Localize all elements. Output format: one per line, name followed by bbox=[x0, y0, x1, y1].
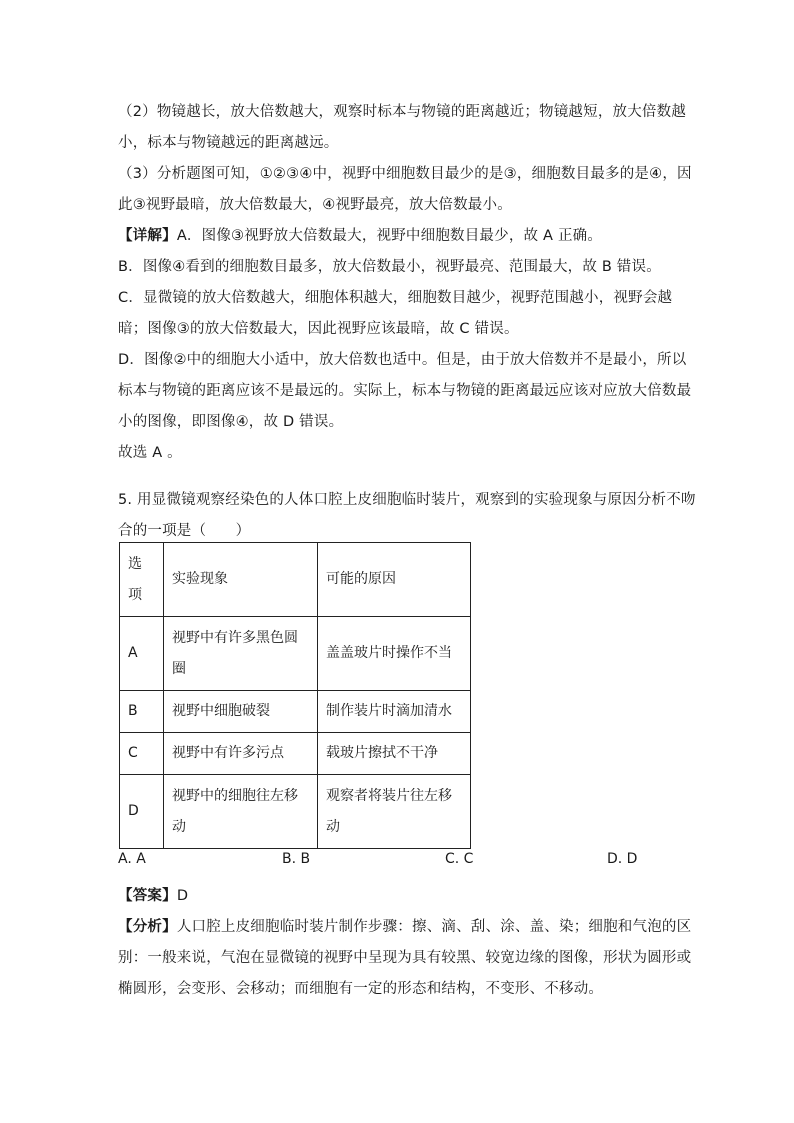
table-row bbox=[120, 775, 471, 849]
row-option: D bbox=[120, 775, 164, 849]
answer-value: D bbox=[176, 888, 189, 904]
row-cause: 盖盖玻片时操作不当 bbox=[318, 617, 471, 691]
detail-section bbox=[118, 221, 692, 469]
row-phenomenon: 视野中有许多黑色圆 圈 bbox=[164, 617, 318, 691]
text-line: （3）分析题图可知，①②③④中，视野中细胞数目最少的是③，细胞数目最多的是④，因 bbox=[118, 166, 692, 182]
detail-option-d-line-2: 标本与物镜的距离应该不是最远的。实际上，标本与物镜的距离最远应该对应放大倍数最 bbox=[118, 383, 692, 399]
choice-b: B. B bbox=[282, 851, 311, 867]
row-phenomenon: 视野中有许多污点 bbox=[164, 733, 318, 775]
detail-option-d-line-3: 小的图像，即图像④，故 D 错误。 bbox=[118, 414, 344, 430]
analysis-section bbox=[118, 912, 692, 1005]
row-phenomenon: 视野中细胞破裂 bbox=[164, 691, 318, 733]
question-stem-line: 合的一项是（ ） bbox=[118, 523, 251, 539]
row-option: C bbox=[120, 733, 164, 775]
table-header-row bbox=[120, 543, 471, 617]
header-phenomenon: 实验现象 bbox=[164, 543, 318, 617]
choice-d: D. D bbox=[607, 851, 638, 867]
analysis-line: 【分析】人口腔上皮细胞临时装片制作步骤：擦、滴、刮、涂、盖、染；细胞和气泡的区 bbox=[118, 919, 692, 935]
answer-choices bbox=[118, 851, 678, 877]
text-line: （2）物镜越长，放大倍数越大，观察时标本与物镜的距离越近；物镜越短，放大倍数越 bbox=[118, 104, 687, 120]
question-stem-line: 5. 用显微镜观察经染色的人体口腔上皮细胞临时装片，观察到的实验现象与原因分析不吻 bbox=[118, 492, 696, 508]
row-phenomenon: 视野中的细胞往左移 动 bbox=[164, 775, 318, 849]
text-line: 小，标本与物镜越远的距离越远。 bbox=[118, 135, 339, 151]
explanation-part-3 bbox=[118, 159, 692, 221]
question-5-stem bbox=[118, 485, 696, 547]
row-cause: 制作装片时滴加清水 bbox=[318, 691, 471, 733]
analysis-label: 【分析】 bbox=[118, 919, 177, 935]
header-cause: 可能的原因 bbox=[318, 543, 471, 617]
row-cause: 观察者将装片往左移 动 bbox=[318, 775, 471, 849]
header-option: 选 项 bbox=[120, 543, 164, 617]
table-row bbox=[120, 691, 471, 733]
explanation-part-2 bbox=[118, 97, 687, 159]
detail-option-d-line-1: D．图像②中的细胞大小适中，放大倍数也适中。但是，由于放大倍数并不是最小，所以 bbox=[118, 352, 687, 368]
detail-option-c-line-2: 暗；图像③的放大倍数最大，因此视野应该最暗，故 C 错误。 bbox=[118, 321, 519, 337]
choice-a: A. A bbox=[118, 851, 146, 867]
row-option: B bbox=[120, 691, 164, 733]
answer-section bbox=[118, 881, 674, 912]
detail-option-a: 【详解】A．图像③视野放大倍数最大，视野中细胞数目最少，故 A 正确。 bbox=[118, 228, 603, 244]
text-line: 此③视野最暗，放大倍数最大，④视野最亮，放大倍数最小。 bbox=[118, 197, 512, 213]
row-cause: 载玻片擦拭不干净 bbox=[318, 733, 471, 775]
analysis-line: 椭圆形，会变形、会移动；而细胞有一定的形态和结构，不变形、不移动。 bbox=[118, 981, 604, 997]
answer-label: 【答案】 bbox=[118, 888, 177, 904]
detail-conclusion: 故选 A 。 bbox=[118, 445, 182, 461]
detail-option-c-line-1: C．显微镜的放大倍数越大，细胞体积越大，细胞数目越少，视野范围越小，视野会越 bbox=[118, 290, 673, 306]
detail-label: 【详解】 bbox=[118, 228, 177, 244]
choice-c: C. C bbox=[445, 851, 474, 867]
question-5-table bbox=[119, 542, 471, 849]
row-option: A bbox=[120, 617, 164, 691]
table-row bbox=[120, 733, 471, 775]
detail-option-b: B．图像④看到的细胞数目最多，放大倍数最小，视野最亮、范围最大，故 B 错误。 bbox=[118, 259, 661, 275]
answer-line bbox=[118, 881, 674, 912]
analysis-line: 别：一般来说，气泡在显微镜的视野中呈现为具有较黑、较宽边缘的图像，形状为圆形或 bbox=[118, 950, 692, 966]
table-row bbox=[120, 617, 471, 691]
